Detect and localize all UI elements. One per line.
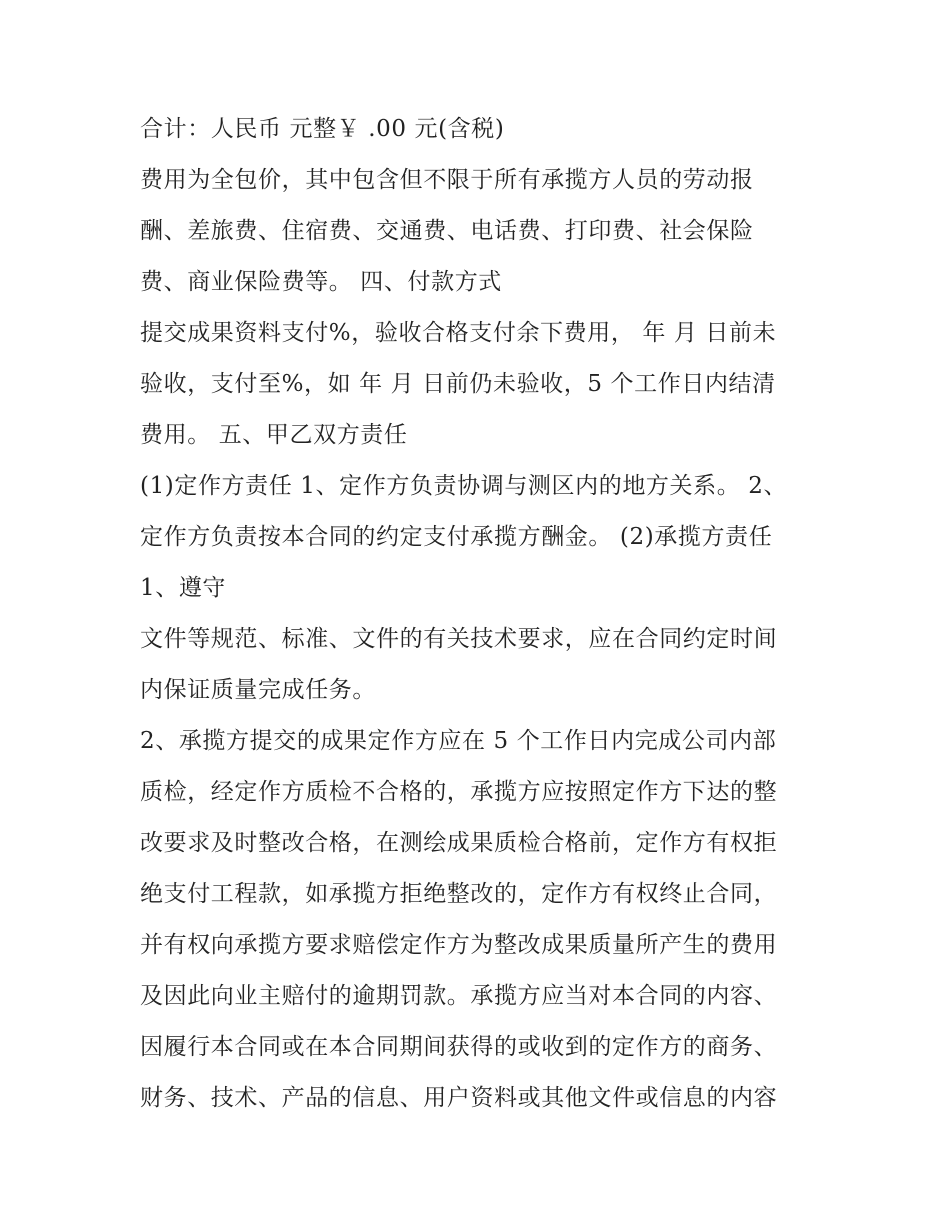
quality-check-line: 绝支付工程款，如承揽方拒绝整改的，定作方有权终止合同， — [140, 881, 778, 907]
fee-description-line: 费用为全包价，其中包含但不限于所有承揽方人员的劳动报 — [140, 167, 754, 193]
confidentiality-line: 及因此向业主赔付的逾期罚款。承揽方应当对本合同的内容、 — [140, 983, 778, 1009]
responsibilities-heading-line: 费用。 五、甲乙双方责任 — [140, 422, 408, 448]
contractor-responsibility-line: 文件等规范、标准、文件的有关技术要求，应在合同约定时间 — [140, 626, 778, 652]
fee-description-line: 酬、差旅费、住宿费、交通费、电话费、打印费、社会保险 — [140, 218, 754, 244]
client-responsibility-line: 定作方负责按本合同的约定支付承揽方酬金。 (2)承揽方责任 — [140, 524, 773, 550]
payment-method-heading-line: 费、商业保险费等。 四、付款方式 — [140, 269, 502, 295]
quality-check-line: 2、承揽方提交的成果定作方应在 5 个工作日内完成公司内部 — [140, 728, 777, 754]
quality-check-line: 改要求及时整改合格，在测绘成果质检合格前，定作方有权拒 — [140, 830, 778, 856]
confidentiality-line: 因履行本合同或在本合同期间获得的或收到的定作方的商务、 — [140, 1034, 778, 1060]
payment-terms-line: 提交成果资料支付%，验收合格支付余下费用， 年 月 日前未 — [140, 320, 777, 346]
contractor-responsibility-line: 1、遵守 — [140, 575, 227, 601]
total-amount-line: 合计：人民币 元整￥ .00 元(含税) — [140, 116, 505, 142]
client-responsibility-line: (1)定作方责任 1、定作方负责协调与测区内的地方关系。 2、 — [140, 473, 788, 499]
quality-check-line: 质检，经定作方质检不合格的，承揽方应按照定作方下达的整 — [140, 779, 778, 805]
contractor-responsibility-line: 内保证质量完成任务。 — [140, 677, 376, 703]
quality-check-line: 并有权向承揽方要求赔偿定作方为整改成果质量所产生的费用 — [140, 932, 778, 958]
payment-terms-line: 验收，支付至%，如 年 月 日前仍未验收，5 个工作日内结清 — [140, 371, 776, 397]
document-body — [140, 104, 830, 1124]
confidentiality-line: 财务、技术、产品的信息、用户资料或其他文件或信息的内容 — [140, 1085, 778, 1111]
